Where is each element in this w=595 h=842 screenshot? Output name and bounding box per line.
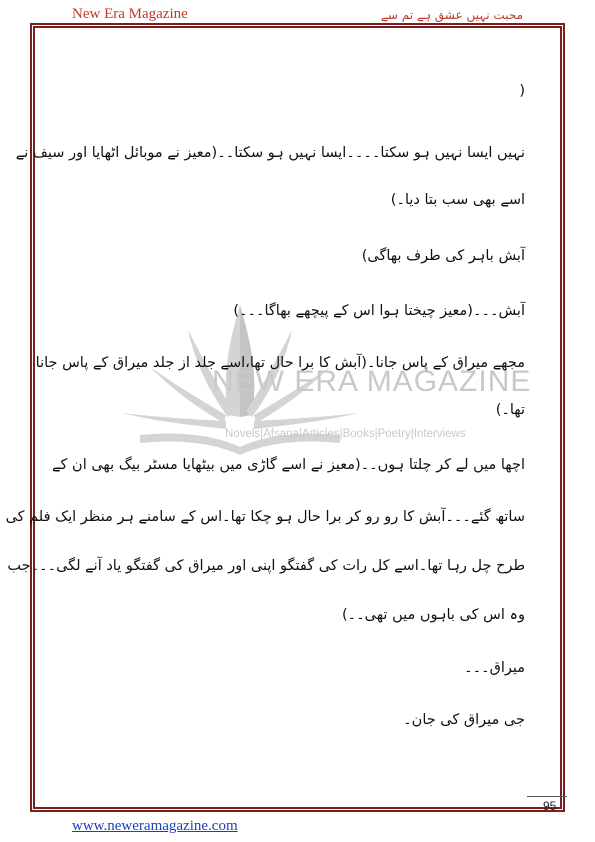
text-line: طرح چل رہا تھا۔اسے کل رات کی گفتگو اپنی اور میراق کی گفتگو یاد آنے لگی۔۔۔جب — [7, 558, 525, 574]
watermark-subtitle: Novels|Afsana|Articles|Books|Poetry|Interviews — [225, 428, 466, 440]
text-line: مجھے میراق کے پاس جانا۔(آبش کا برا حال تھا،اسے جلد از جلد میراق کے پاس جانا — [35, 355, 525, 371]
text-line: آبش باہر کی طرف بھاگی) — [361, 248, 525, 264]
novel-title: محبت نہیں عشق ہے تم سے — [380, 8, 523, 22]
website-link[interactable]: www.neweramagazine.com — [72, 818, 238, 834]
text-line: اچھا میں لے کر چلتا ہوں۔۔(معیز نے اسے گاڑی میں بیٹھایا مسٹر بیگ بھی ان کے — [52, 457, 525, 473]
text-line: میراق۔۔۔ — [464, 660, 525, 676]
watermark-title: NEW ERA MAGAZINE — [212, 365, 532, 398]
page-number-rule — [527, 796, 567, 797]
text-line: نہیں ایسا نہیں ہو سکتا۔۔۔۔ایسا نہیں ہو سکتا۔۔(معیز نے موبائل اٹھایا اور سیف نے — [15, 145, 525, 161]
text-line: ساتھ گئے۔۔۔آبش کا رو رو کر برا حال ہو چکا تھا۔اس کے سامنے ہر منظر ایک فلم کی — [5, 509, 525, 525]
text-line: اسے بھی سب بتا دیا۔) — [390, 192, 525, 208]
text-line: ( — [519, 83, 525, 99]
text-line: آبش۔۔۔(معیز چیختا ہوا اس کے پیچھے بھاگا۔۔۔) — [233, 303, 525, 319]
page-number: 95 — [543, 799, 557, 813]
text-line: جی میراق کی جان۔ — [403, 712, 525, 728]
text-line: وہ اس کی باہوں میں تھی۔۔) — [342, 607, 525, 623]
magazine-name: New Era Magazine — [72, 6, 188, 22]
text-line: تھا۔) — [495, 402, 525, 418]
